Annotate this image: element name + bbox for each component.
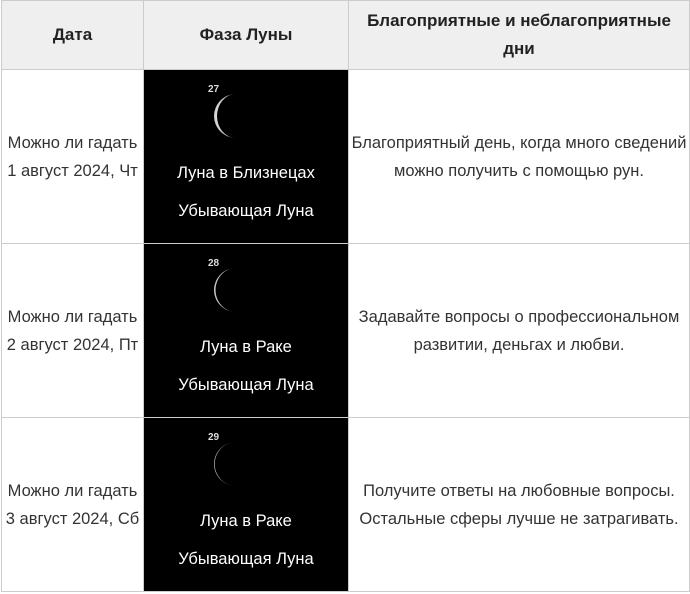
moon-day-number: 28 <box>208 258 220 269</box>
description-cell: Получите ответы на любовные вопросы. Остальные сферы лучше не затрагивать. <box>349 418 690 592</box>
header-moon-phase: Фаза Луны <box>144 1 349 70</box>
date-cell: Можно ли гадать 3 август 2024, Сб <box>2 418 144 592</box>
moon-phase: Убывающая Луна <box>178 376 314 394</box>
moon-phase-cell <box>144 70 349 244</box>
table-row <box>2 244 690 418</box>
crescent-moon-icon <box>214 266 250 314</box>
moon-calendar-table <box>1 0 690 592</box>
moon-phase: Убывающая Луна <box>178 202 314 220</box>
moon-sign: Луна в Близнецах <box>177 164 315 182</box>
moon-day-number: 29 <box>208 432 220 443</box>
description-cell: Благоприятный день, когда много сведений можно получить с помощью рун. <box>349 70 690 244</box>
moon-sign: Луна в Раке <box>200 338 292 356</box>
moon-phase-cell <box>144 418 349 592</box>
crescent-moon-icon <box>214 440 250 488</box>
table-header-row <box>2 1 690 70</box>
table-row <box>2 70 690 244</box>
moon-day-number: 27 <box>208 84 220 95</box>
header-date: Дата <box>2 1 144 70</box>
description-cell: Задавайте вопросы о профессиональном развитии, деньгах и любви. <box>349 244 690 418</box>
moon-phase: Убывающая Луна <box>178 550 314 568</box>
moon-sign: Луна в Раке <box>200 512 292 530</box>
crescent-moon-icon <box>214 92 250 140</box>
moon-phase-cell <box>144 244 349 418</box>
date-cell: Можно ли гадать 2 август 2024, Пт <box>2 244 144 418</box>
table-row <box>2 418 690 592</box>
date-cell: Можно ли гадать 1 август 2024, Чт <box>2 70 144 244</box>
header-favorable-days: Благоприятные и неблагоприятные дни <box>349 1 690 70</box>
